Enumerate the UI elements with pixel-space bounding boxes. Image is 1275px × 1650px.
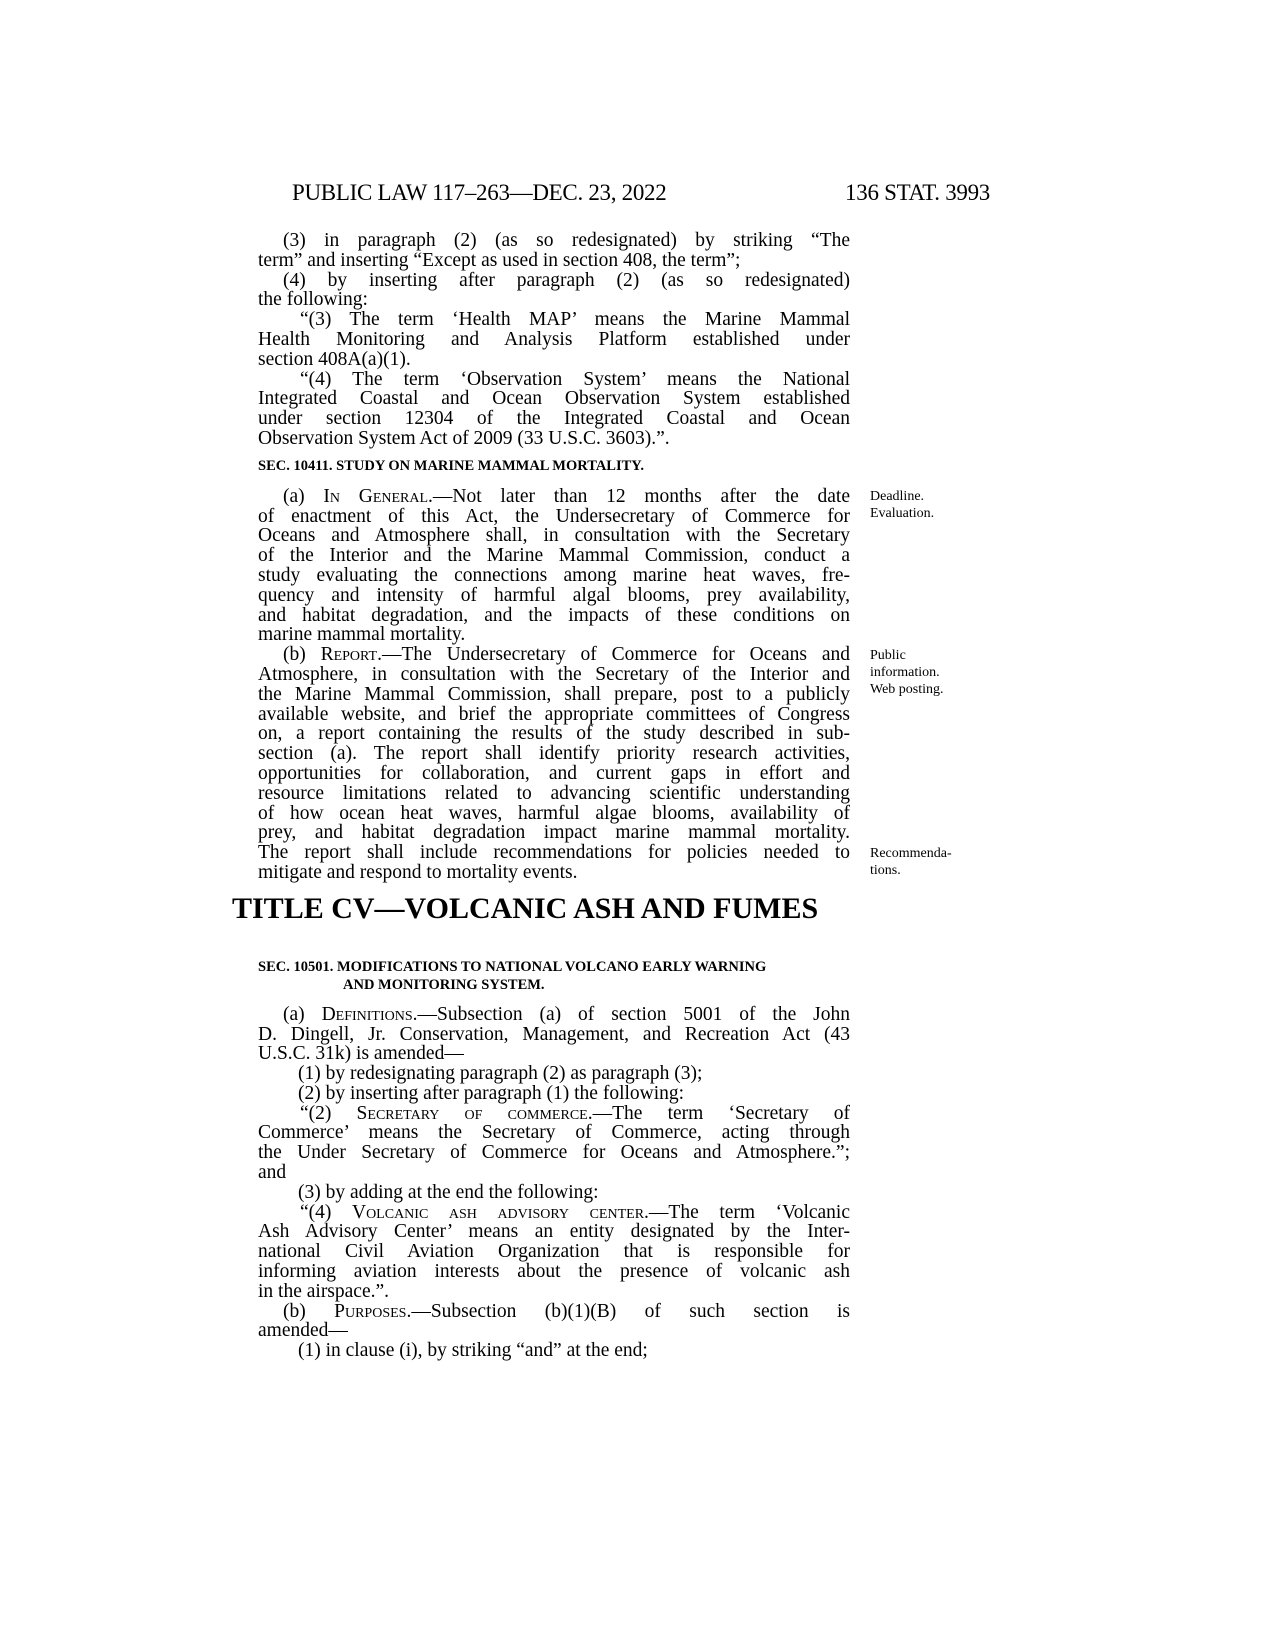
- text-segment: and: [258, 1162, 287, 1184]
- margin-note-line: Evaluation.: [870, 506, 935, 521]
- running-header-title: PUBLIC LAW 117–263—DEC. 23, 2022: [292, 180, 667, 205]
- text-segment: prey, and habitat degradation impact marine mammal mortality.: [258, 822, 850, 844]
- subsection-paragraph: [258, 487, 850, 645]
- text-segment: (4) by inserting after paragraph (2) (as so redesignated): [283, 269, 850, 291]
- text-line: [258, 350, 850, 370]
- text-line: [258, 625, 850, 645]
- margin-note-line: Deadline.: [870, 489, 925, 504]
- text-segment: term” and inserting “Except as used in section 408, the term”;: [258, 249, 741, 271]
- text-segment: on, a report containing the results of the study described in sub-: [258, 723, 850, 745]
- text-line: [258, 1341, 850, 1361]
- text-line: [258, 251, 850, 271]
- text-segment: Commerce’ means the Secretary of Commerce, acting through: [258, 1122, 850, 1144]
- text-line: [258, 1222, 850, 1242]
- margin-note-line: tions.: [870, 863, 901, 878]
- text-segment: .—Subsection (a) of section 5001 of the John: [412, 1003, 850, 1025]
- text-line: [258, 976, 850, 994]
- text-line: [232, 891, 876, 925]
- text-segment: SEC. 10501. MODIFICATIONS TO NATIONAL VOLCANO EARLY WARNING: [258, 958, 767, 975]
- text-segment: the Marine Mammal Commission, shall prepare, post to a publicly: [258, 683, 850, 705]
- margin-note-line: Recommenda-: [870, 846, 952, 861]
- text-line: [258, 1064, 850, 1084]
- clause-paragraph: [258, 1064, 850, 1084]
- text-line: [258, 1143, 850, 1163]
- text-line: [258, 863, 850, 883]
- definition-paragraph: [258, 1104, 850, 1183]
- margin-note-line: Public: [870, 648, 906, 663]
- text-segment: (3) by adding at the end the following:: [298, 1181, 599, 1203]
- text-line: [258, 231, 850, 251]
- text-segment: available website, and brief the appropriate committees of Congress: [258, 703, 850, 725]
- small-caps-heading: Volcanic ash advisory center: [351, 1201, 645, 1223]
- text-line: [258, 606, 850, 626]
- text-segment: the following:: [258, 289, 368, 311]
- text-segment: (b): [283, 1300, 335, 1322]
- text-line: [258, 645, 850, 665]
- text-line: [258, 1044, 850, 1064]
- text-line: [258, 389, 850, 409]
- text-segment: study evaluating the connections among marine heat waves, fre-: [258, 564, 850, 586]
- text-line: [258, 507, 850, 527]
- section-heading: [258, 457, 850, 477]
- text-line: [258, 290, 850, 310]
- small-caps-heading: Purposes: [334, 1300, 407, 1322]
- text-segment: The report shall include recommendations for policies needed to: [258, 842, 850, 864]
- text-segment: national Civil Aviation Organization that is responsible for: [258, 1241, 850, 1263]
- small-caps-heading: In General: [323, 485, 429, 507]
- text-line: [258, 1282, 850, 1302]
- text-line: [258, 804, 850, 824]
- text-segment: under section 12304 of the Integrated Coastal and Ocean: [258, 408, 850, 430]
- text-segment: quency and intensity of harmful algal blooms, prey availability,: [258, 584, 850, 606]
- text-line: [258, 330, 850, 350]
- text-line: [258, 487, 850, 507]
- text-segment: Integrated Coastal and Ocean Observation System established: [258, 388, 850, 410]
- text-line: [258, 586, 850, 606]
- page-stat-number: 136 STAT. 3993: [845, 180, 990, 205]
- text-segment: (1) in clause (i), by striking “and” at the end;: [298, 1340, 648, 1362]
- margin-note: [870, 647, 944, 698]
- title-heading: [232, 891, 876, 935]
- text-line: [258, 310, 850, 330]
- text-segment: mitigate and respond to mortality events.: [258, 861, 578, 883]
- small-caps-heading: Definitions: [321, 1003, 413, 1025]
- text-segment: resource limitations related to advancing scientific understanding: [258, 782, 850, 804]
- clause-paragraph: [258, 1341, 850, 1361]
- margin-note: [870, 488, 934, 522]
- text-segment: Atmosphere, in consultation with the Secretary of the Interior and: [258, 663, 850, 685]
- definition-paragraph: [258, 1203, 850, 1302]
- text-segment: AND MONITORING SYSTEM.: [343, 976, 545, 993]
- text-line: [258, 1084, 850, 1104]
- margin-note-line: Web posting.: [870, 682, 944, 697]
- text-segment: .—Not later than 12 months after the date: [428, 485, 850, 507]
- text-line: [258, 526, 850, 546]
- text-segment: (a): [283, 1003, 322, 1025]
- paragraph: [258, 231, 850, 271]
- text-segment: “(2): [300, 1102, 357, 1124]
- margin-note-line: information.: [870, 665, 940, 680]
- text-segment: “(4) The term ‘Observation System’ means the National: [300, 368, 850, 390]
- subsection-paragraph: [258, 645, 850, 883]
- text-line: [258, 1104, 850, 1124]
- text-segment: Health Monitoring and Analysis Platform established under: [258, 328, 850, 350]
- text-line: [258, 823, 850, 843]
- text-segment: TITLE CV—VOLCANIC ASH AND FUMES: [232, 891, 819, 925]
- text-segment: informing aviation interests about the presence of volcanic ash: [258, 1261, 850, 1283]
- text-segment: Observation System Act of 2009 (33 U.S.C. 3603).”.: [258, 427, 670, 449]
- text-line: [258, 429, 850, 449]
- text-segment: .—The term ‘Volcanic: [644, 1201, 850, 1223]
- text-segment: opportunities for collaboration, and current gaps in effort and: [258, 762, 850, 784]
- text-line: [258, 1183, 850, 1203]
- text-line: [258, 1203, 850, 1223]
- text-line: [258, 665, 850, 685]
- text-segment: amended—: [258, 1320, 348, 1342]
- text-segment: D. Dingell, Jr. Conservation, Management, and Recreation Act (43: [258, 1023, 850, 1045]
- section-heading: [258, 958, 850, 994]
- text-segment: and habitat degradation, and the impacts of these conditions on: [258, 604, 850, 626]
- text-segment: (b): [283, 644, 321, 666]
- text-segment: SEC. 10411. STUDY ON MARINE MAMMAL MORTALITY.: [258, 457, 645, 474]
- text-segment: section (a). The report shall identify priority research activities,: [258, 743, 850, 765]
- text-segment: (a): [283, 485, 324, 507]
- text-line: [258, 705, 850, 725]
- text-line: [258, 843, 850, 863]
- text-segment: .—The Undersecretary of Commerce for Oceans and: [377, 644, 850, 666]
- text-line: [258, 409, 850, 429]
- text-segment: (2) by inserting after paragraph (1) the following:: [298, 1082, 685, 1104]
- text-line: [258, 958, 850, 976]
- clause-paragraph: [258, 1183, 850, 1203]
- text-segment: “(3) The term ‘Health MAP’ means the Marine Mammal: [300, 309, 850, 331]
- text-line: [258, 1242, 850, 1262]
- definition-paragraph: [258, 310, 850, 369]
- small-caps-heading: Secretary of commerce: [356, 1102, 588, 1124]
- text-segment: “(4): [300, 1201, 352, 1223]
- text-line: [258, 1025, 850, 1045]
- document-body: [232, 230, 850, 1362]
- text-line: [258, 1163, 850, 1183]
- text-segment: (3) in paragraph (2) (as so redesignated) by striking “The: [283, 230, 850, 251]
- text-segment: in the airspace.”.: [258, 1280, 390, 1302]
- text-line: [258, 764, 850, 784]
- subsection-paragraph: [258, 1005, 850, 1064]
- text-segment: .—The term ‘Secretary of: [587, 1102, 850, 1124]
- text-line: [258, 744, 850, 764]
- text-line: [258, 457, 850, 477]
- text-line: [258, 685, 850, 705]
- text-line: [258, 1262, 850, 1282]
- subsection-paragraph: [258, 1302, 850, 1342]
- text-segment: Ash Advisory Center’ means an entity designated by the Inter-: [258, 1221, 850, 1243]
- text-line: [258, 271, 850, 291]
- clause-paragraph: [258, 1084, 850, 1104]
- text-segment: section 408A(a)(1).: [258, 348, 411, 370]
- text-segment: Oceans and Atmosphere shall, in consultation with the Secretary: [258, 525, 850, 547]
- text-line: [258, 1302, 850, 1322]
- text-line: [258, 370, 850, 390]
- text-segment: .—Subsection (b)(1)(B) of such section is: [406, 1300, 850, 1322]
- text-segment: (1) by redesignating paragraph (2) as paragraph (3);: [298, 1063, 703, 1085]
- paragraph: [258, 271, 850, 311]
- text-segment: of how ocean heat waves, harmful algae blooms, availability of: [258, 802, 850, 824]
- text-line: [258, 1321, 850, 1341]
- text-line: [258, 546, 850, 566]
- margin-note: [870, 845, 952, 879]
- text-line: [258, 566, 850, 586]
- text-segment: marine mammal mortality.: [258, 624, 466, 646]
- text-line: [258, 724, 850, 744]
- text-line: [258, 784, 850, 804]
- text-segment: of enactment of this Act, the Undersecretary of Commerce for: [258, 505, 850, 527]
- text-line: [258, 1123, 850, 1143]
- text-segment: U.S.C. 31k) is amended—: [258, 1043, 464, 1065]
- text-segment: of the Interior and the Marine Mammal Commission, conduct a: [258, 545, 850, 567]
- definition-paragraph: [258, 370, 850, 449]
- text-segment: the Under Secretary of Commerce for Oceans and Atmosphere.”;: [258, 1142, 850, 1164]
- text-line: [258, 1005, 850, 1025]
- small-caps-heading: Report: [320, 644, 378, 666]
